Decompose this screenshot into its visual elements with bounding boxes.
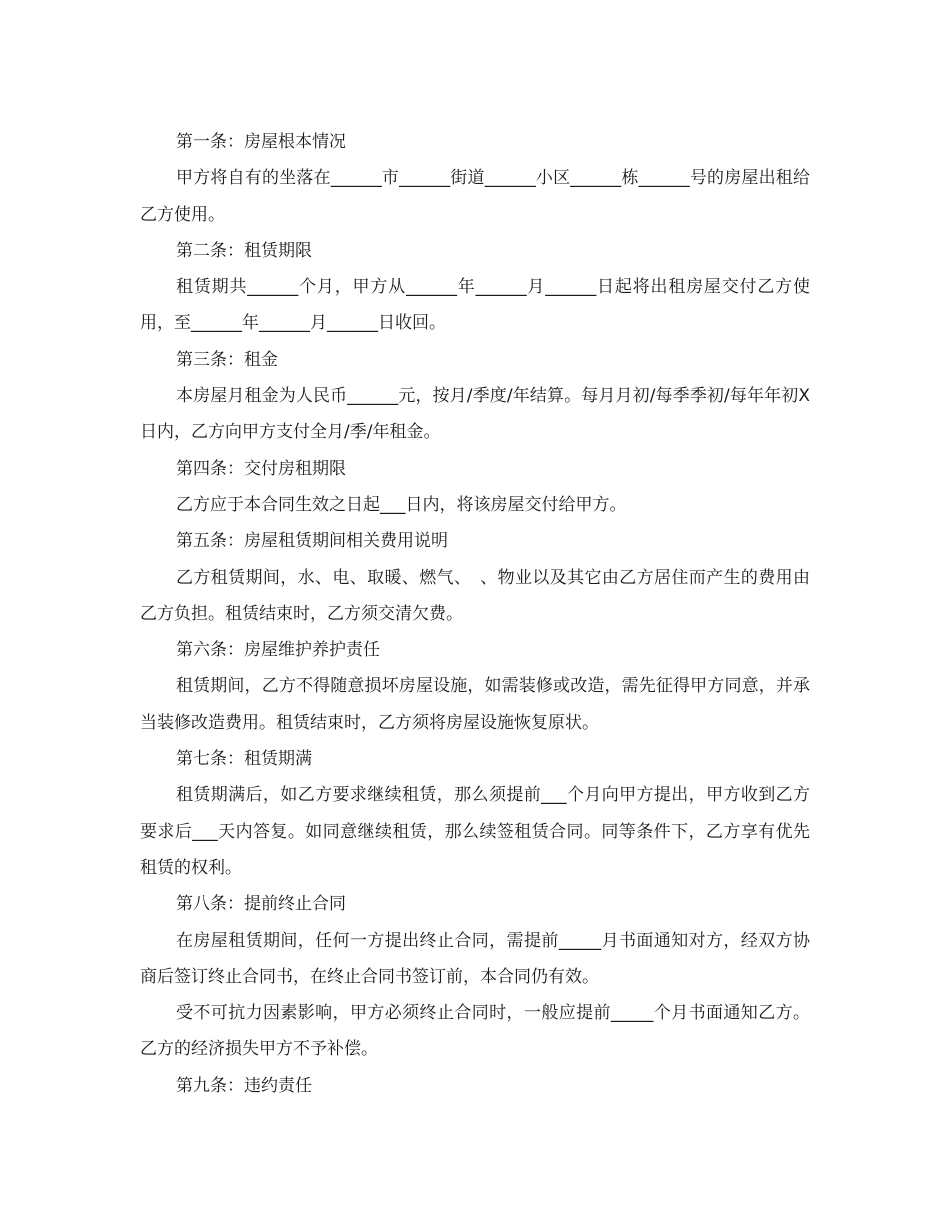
article-8-heading: 第八条：提前终止合同 (176, 894, 346, 915)
article-2-heading: 第二条：租赁期限 (176, 240, 312, 261)
article-6-text: 租赁期间，乙方不得随意损坏房屋设施，如需装修或改造，需先征得甲方同意，并承当装修改造费用。租赁结束时，乙方须将房屋设施恢复原状。 (140, 676, 810, 733)
article-5-text: 乙方租赁期间，水、电、取暖、燃气、 、物业以及其它由乙方居住而产生的费用由乙方负担。租赁结束时，乙方须交清欠费。 (140, 567, 810, 624)
article-9-heading: 第九条：违约责任 (176, 1075, 312, 1096)
article-4-heading: 第四条：交付房租期限 (176, 458, 346, 479)
article-2-text: 租赁期共______个月，甲方从______年______月______日起将出租房屋交付乙方使用，至______年______月______日收回。 (140, 277, 810, 334)
article-7-heading: 第七条：租赁期满 (176, 749, 312, 770)
article-4-text: 乙方应于本合同生效之日起___日内，将该房屋交付给甲方。 (176, 494, 627, 515)
article-6-heading: 第六条：房屋维护养护责任 (176, 640, 380, 661)
article-1-heading: 第一条：房屋根本情况 (176, 132, 346, 152)
article-7-text: 租赁期满后，如乙方要求继续租赁，那么须提前___个月向甲方提出，甲方收到乙方要求后___天内答复。如同意继续租赁，那么续签租赁合同。同等条件下，乙方享有优先租赁的权利。 (140, 785, 810, 878)
article-3-text: 本房屋月租金为人民币______元，按月/季度/年结算。每月月初/每季季初/每年年初X日内，乙方向甲方支付全月/季/年租金。 (140, 386, 810, 443)
article-5-heading: 第五条：房屋租赁期间相关费用说明 (176, 531, 448, 552)
article-1-text: 甲方将自有的坐落在______市______街道______小区______栋______号的房屋出租给乙方使用。 (140, 168, 810, 225)
article-8-text-force-majeure: 受不可抗力因素影响，甲方必须终止合同时，一般应提前_____个月书面通知乙方。乙方的经济损失甲方不予补偿。 (140, 1003, 810, 1060)
contract-body (140, 124, 810, 1104)
article-3-heading: 第三条：租金 (176, 349, 278, 370)
article-8-text: 在房屋租赁期间，任何一方提出终止合同，需提前_____月书面通知对方，经双方协商后签订终止合同书，在终止合同书签订前，本合同仍有效。 (140, 930, 810, 987)
